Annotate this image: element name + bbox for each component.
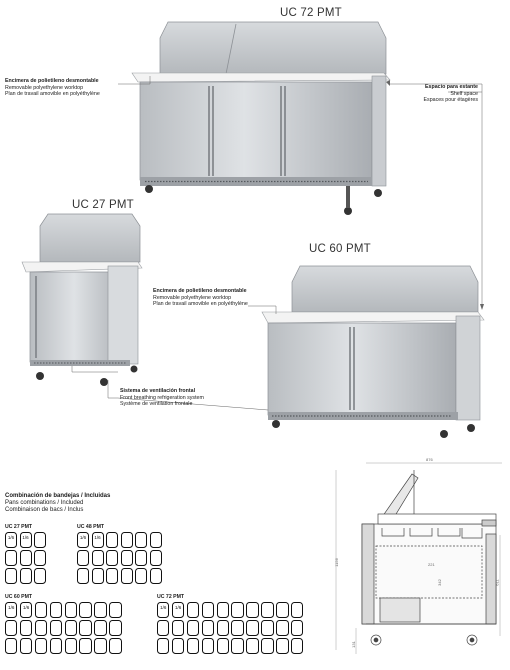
callout-worktop-mid-es: Encimera de polietileno desmontable	[153, 288, 247, 294]
pan	[106, 532, 118, 548]
pan	[94, 602, 106, 618]
pans-heading-fr: Combinaison de bacs / Inclus	[5, 507, 84, 513]
unit-uc72-illustration	[132, 22, 390, 215]
pan	[20, 550, 32, 566]
pan	[35, 638, 47, 654]
pan-sixth: 1/6	[77, 532, 89, 548]
pans-heading	[5, 493, 110, 514]
pan	[79, 620, 91, 636]
dimension-inner-height: 342	[436, 579, 442, 586]
pan	[94, 638, 106, 654]
callout-ventilation	[120, 388, 204, 408]
pan	[202, 620, 214, 636]
pan	[217, 620, 229, 636]
model-label-uc72: UC 72 PMT	[280, 7, 342, 19]
pan-sixth: 1/6	[5, 602, 17, 618]
pan	[50, 602, 62, 618]
pan	[79, 638, 91, 654]
callout-shelf-es: Espacio para estante	[425, 84, 478, 90]
pan	[135, 568, 147, 584]
pan	[77, 568, 89, 584]
dimension-height-total: 1156	[333, 558, 339, 567]
pan	[246, 620, 258, 636]
pan	[109, 602, 121, 618]
pan	[150, 568, 162, 584]
pan-sixth: 1/6	[20, 532, 32, 548]
pan	[187, 638, 199, 654]
pan-sixth: 1/6	[5, 532, 17, 548]
pan-grid-uc72	[157, 602, 303, 654]
pan	[20, 620, 32, 636]
pan	[65, 638, 77, 654]
pan-sixth: 1/6	[20, 602, 32, 618]
pan	[92, 550, 104, 566]
callout-worktop-top-es: Encimera de polietileno desmontable	[5, 78, 99, 84]
pan	[135, 532, 147, 548]
pans-heading-es: Combinación de bandejas / Incluidas	[5, 493, 111, 499]
pan	[261, 638, 273, 654]
pan	[92, 568, 104, 584]
callout-worktop-mid-en: Removable polyethylene worktop	[153, 294, 232, 301]
callout-worktop-top	[5, 78, 100, 98]
pan	[65, 620, 77, 636]
pan	[121, 550, 133, 566]
pan	[20, 638, 32, 654]
pan	[106, 568, 118, 584]
pan	[65, 602, 77, 618]
dimension-base: 131	[350, 641, 356, 648]
model-label-uc60: UC 60 PMT	[309, 243, 371, 255]
callout-worktop-mid	[153, 288, 248, 308]
pan	[261, 620, 273, 636]
pan	[202, 638, 214, 654]
pan	[20, 568, 32, 584]
pan	[246, 602, 258, 618]
callout-worktop-top-en: Removable polyethylene worktop	[5, 84, 84, 91]
pan	[187, 602, 199, 618]
model-label-uc27: UC 27 PMT	[72, 199, 134, 211]
pan	[291, 638, 303, 654]
pan	[50, 638, 62, 654]
pan	[109, 638, 121, 654]
pan-grid-uc48	[77, 532, 162, 584]
pan	[121, 532, 133, 548]
callout-vent-en: Front breathing refrigeration system	[120, 394, 204, 401]
pan	[35, 620, 47, 636]
pan	[35, 602, 47, 618]
callout-worktop-top-fr: Plan de travail amovible en polyéthylène	[5, 91, 100, 98]
dimension-inner-depth: 221	[428, 562, 435, 567]
pan	[135, 550, 147, 566]
pan	[77, 550, 89, 566]
pan	[217, 602, 229, 618]
pan	[5, 638, 17, 654]
pan	[276, 620, 288, 636]
pan	[157, 638, 169, 654]
dimension-height-body: 611	[494, 579, 500, 586]
callout-vent-es: Sistema de ventilación frontal	[120, 388, 196, 394]
pan	[109, 620, 121, 636]
pan	[276, 602, 288, 618]
callout-shelf-fr: Espaces pour étagères	[423, 97, 478, 104]
pan	[202, 602, 214, 618]
callout-shelf-space	[388, 84, 478, 104]
dimension-width: 876	[426, 457, 433, 462]
unit-uc60-illustration	[262, 266, 484, 438]
pan-set-title-uc60: UC 60 PMT	[5, 594, 33, 600]
pan-sixth: 1/6	[172, 602, 184, 618]
technical-side-drawing	[333, 463, 502, 654]
pan	[157, 620, 169, 636]
pan	[79, 602, 91, 618]
pan	[150, 532, 162, 548]
pan	[34, 532, 46, 548]
callout-vent-fr: Système de ventilation frontale	[120, 401, 193, 408]
pan	[94, 620, 106, 636]
pan	[50, 620, 62, 636]
pan	[34, 550, 46, 566]
pan-sixth: 1/6	[157, 602, 169, 618]
pan	[276, 638, 288, 654]
pan-set-title-uc72: UC 72 PMT	[157, 594, 185, 600]
pan	[150, 550, 162, 566]
callout-shelf-en: Shelf space	[450, 90, 478, 97]
pan	[291, 620, 303, 636]
pan	[106, 550, 118, 566]
pan	[291, 602, 303, 618]
pan-set-title-uc48: UC 48 PMT	[77, 524, 105, 530]
pan	[231, 602, 243, 618]
pan	[231, 620, 243, 636]
pan-grid-uc27	[5, 532, 46, 584]
callout-worktop-mid-fr: Plan de travail amovible en polyéthylène	[153, 301, 248, 308]
pan	[34, 568, 46, 584]
pan	[261, 602, 273, 618]
pan	[172, 638, 184, 654]
pan-sixth: 1/6	[92, 532, 104, 548]
pans-heading-en: Pans combinations / Included	[5, 500, 84, 506]
pan-grid-uc60	[5, 602, 122, 654]
unit-uc27-illustration	[22, 214, 142, 386]
pan	[5, 568, 17, 584]
pan	[187, 620, 199, 636]
pan	[5, 550, 17, 566]
pan	[231, 638, 243, 654]
pan	[217, 638, 229, 654]
pan	[121, 568, 133, 584]
pan	[246, 638, 258, 654]
pan	[172, 620, 184, 636]
pan	[5, 620, 17, 636]
pan-set-title-uc27: UC 27 PMT	[5, 524, 33, 530]
